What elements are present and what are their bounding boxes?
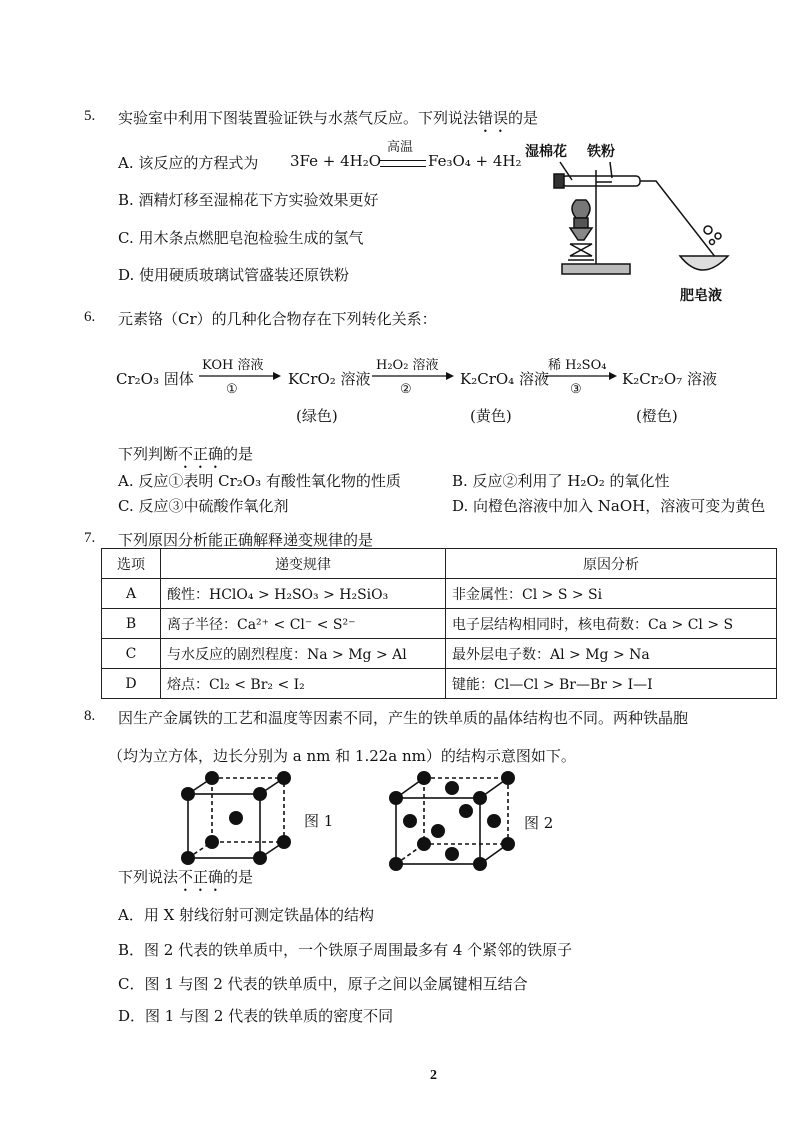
q6-species-k2cro4: K₂CrO₄ 溶液	[460, 370, 549, 388]
q8-figure-2-label: 图 2	[524, 814, 554, 832]
q8-figure-1-bcc-cell	[180, 770, 296, 868]
q7-row-a-option: A	[102, 579, 161, 609]
q6-arrow-2	[372, 371, 454, 381]
q5-equation-condition: 高温	[387, 140, 414, 155]
q5-stem-emphasis: 错误	[478, 109, 509, 127]
q8-stem-line2: （均为立方体，边长分别为 a nm 和 1.22a nm）的结构示意图如下。	[108, 747, 576, 765]
q6-question-tail: 的是	[223, 445, 254, 463]
q6-species-k2cr2o7: K₂Cr₂O₇ 溶液	[622, 370, 717, 388]
q8-figure-1-label: 图 1	[304, 812, 334, 830]
q7-row-a-reason: 非金属性：Cl > S > Si	[446, 579, 777, 609]
page-number: 2	[430, 1068, 437, 1083]
q5-fig-label-cotton: 湿棉花	[525, 144, 567, 160]
q6-arrow-1	[199, 371, 281, 381]
q5-equation-right: Fe₃O₄ + 4H₂	[428, 152, 522, 170]
q6-species-kcro2: KCrO₂ 溶液	[288, 370, 371, 388]
q5-number: 5.	[84, 108, 96, 124]
q8-question-emphasis: 不正确	[178, 868, 224, 886]
q7-row-c-trend: 与水反应的剧烈程度：Na > Mg > Al	[161, 639, 446, 669]
q5-stem-tail: 的是	[508, 109, 539, 127]
q8-figure-2-fcc-cell	[386, 768, 520, 872]
q8-question	[118, 866, 253, 895]
q5-option-c: C. 用木条点燃肥皂泡检验生成的氢气	[118, 229, 364, 247]
q7-table	[101, 548, 777, 699]
q5-option-b: B. 酒精灯移至湿棉花下方实验效果更好	[118, 191, 379, 209]
q5-apparatus-figure	[540, 160, 740, 288]
q5-equation-double-line	[380, 160, 426, 167]
q7-row-c-reason: 最外层电子数：Al > Mg > Na	[446, 639, 777, 669]
q8-option-c: C．图 1 与图 2 代表的铁单质中，原子之间以金属键相互结合	[118, 975, 528, 993]
q8-question-text: 下列说法	[118, 868, 179, 886]
q6-option-d: D. 向橙色溶液中加入 NaOH，溶液可变为黄色	[452, 497, 766, 515]
q6-step-1: ①	[226, 382, 238, 397]
q5-option-a-label: A.	[118, 154, 134, 172]
q5-option-d: D. 使用硬质玻璃试管盛装还原铁粉	[118, 266, 350, 284]
q6-question-text: 下列判断	[118, 445, 179, 463]
q7-row-b-trend: 离子半径：Ca²⁺ < Cl⁻ < S²⁻	[161, 609, 446, 639]
q6-stem: 元素铬（Cr）的几种化合物存在下列转化关系：	[118, 310, 437, 328]
q6-option-c: C. 反应③中硫酸作氧化剂	[118, 497, 289, 515]
q6-question-emphasis: 不正确	[178, 445, 224, 463]
q6-number: 6.	[84, 309, 96, 325]
q7-row-d-reason: 键能：Cl—Cl > Br—Br > I—I	[446, 669, 777, 699]
q7-row-d-option: D	[102, 669, 161, 699]
q6-arrow-3	[545, 371, 617, 381]
q5-equation-left: 3Fe + 4H₂O	[290, 152, 382, 170]
q7-row-b-option: B	[102, 609, 161, 639]
q6-option-b: B. 反应②利用了 H₂O₂ 的氧化性	[452, 472, 670, 490]
q6-question	[118, 443, 253, 472]
q6-reagent-3: 稀 H₂SO₄	[548, 358, 607, 373]
q7-row-b-reason: 电子层结构相同时，核电荷数：Ca > Cl > S	[446, 609, 777, 639]
q7-header-trend: 递变规律	[161, 549, 446, 579]
q7-stem: 下列原因分析能正确解释递变规律的是	[118, 531, 374, 549]
q6-reagent-2: H₂O₂ 溶液	[376, 358, 439, 373]
q6-step-2: ②	[400, 382, 412, 397]
q5-option-a-text: 该反应的方程式为	[138, 154, 259, 172]
q6-step-3: ③	[570, 382, 582, 397]
q5-fig-label-iron: 铁粉	[587, 144, 615, 160]
table-row	[102, 609, 777, 639]
q6-color-yellow: (黄色)	[470, 407, 512, 425]
table-row	[102, 669, 777, 699]
q6-option-a: A. 反应①表明 Cr₂O₃ 有酸性氧化物的性质	[118, 472, 401, 490]
q8-number: 8.	[84, 708, 96, 724]
q7-row-c-option: C	[102, 639, 161, 669]
q5-option-a	[118, 152, 258, 173]
table-row	[102, 639, 777, 669]
q6-color-green: (绿色)	[296, 407, 338, 425]
q5-fig-label-soap: 肥皂液	[680, 288, 722, 304]
q7-table-header-row	[102, 549, 777, 579]
q8-stem-line1: 因生产金属铁的工艺和温度等因素不同，产生的铁单质的晶体结构也不同。两种铁晶胞	[118, 709, 689, 727]
q8-option-a: A．用 X 射线衍射可测定铁晶体的结构	[118, 906, 375, 924]
q5-stem-text: 实验室中利用下图装置验证铁与水蒸气反应。下列说法	[118, 109, 479, 127]
q8-question-tail: 的是	[223, 868, 254, 886]
q8-option-b: B．图 2 代表的铁单质中，一个铁原子周围最多有 4 个紧邻的铁原子	[118, 941, 573, 959]
q6-species-cr2o3: Cr₂O₃ 固体	[116, 370, 194, 388]
q8-option-d: D．图 1 与图 2 代表的铁单质的密度不同	[118, 1007, 394, 1025]
q7-header-reason: 原因分析	[446, 549, 777, 579]
q7-row-a-trend: 酸性：HClO₄ > H₂SO₃ > H₂SiO₃	[161, 579, 446, 609]
q7-row-d-trend: 熔点：Cl₂ < Br₂ < I₂	[161, 669, 446, 699]
q7-header-option: 选项	[102, 549, 161, 579]
q6-reagent-1: KOH 溶液	[202, 358, 264, 373]
table-row	[102, 579, 777, 609]
q5-stem	[118, 107, 538, 136]
q7-number: 7.	[84, 530, 96, 546]
q6-color-orange: (橙色)	[636, 407, 678, 425]
